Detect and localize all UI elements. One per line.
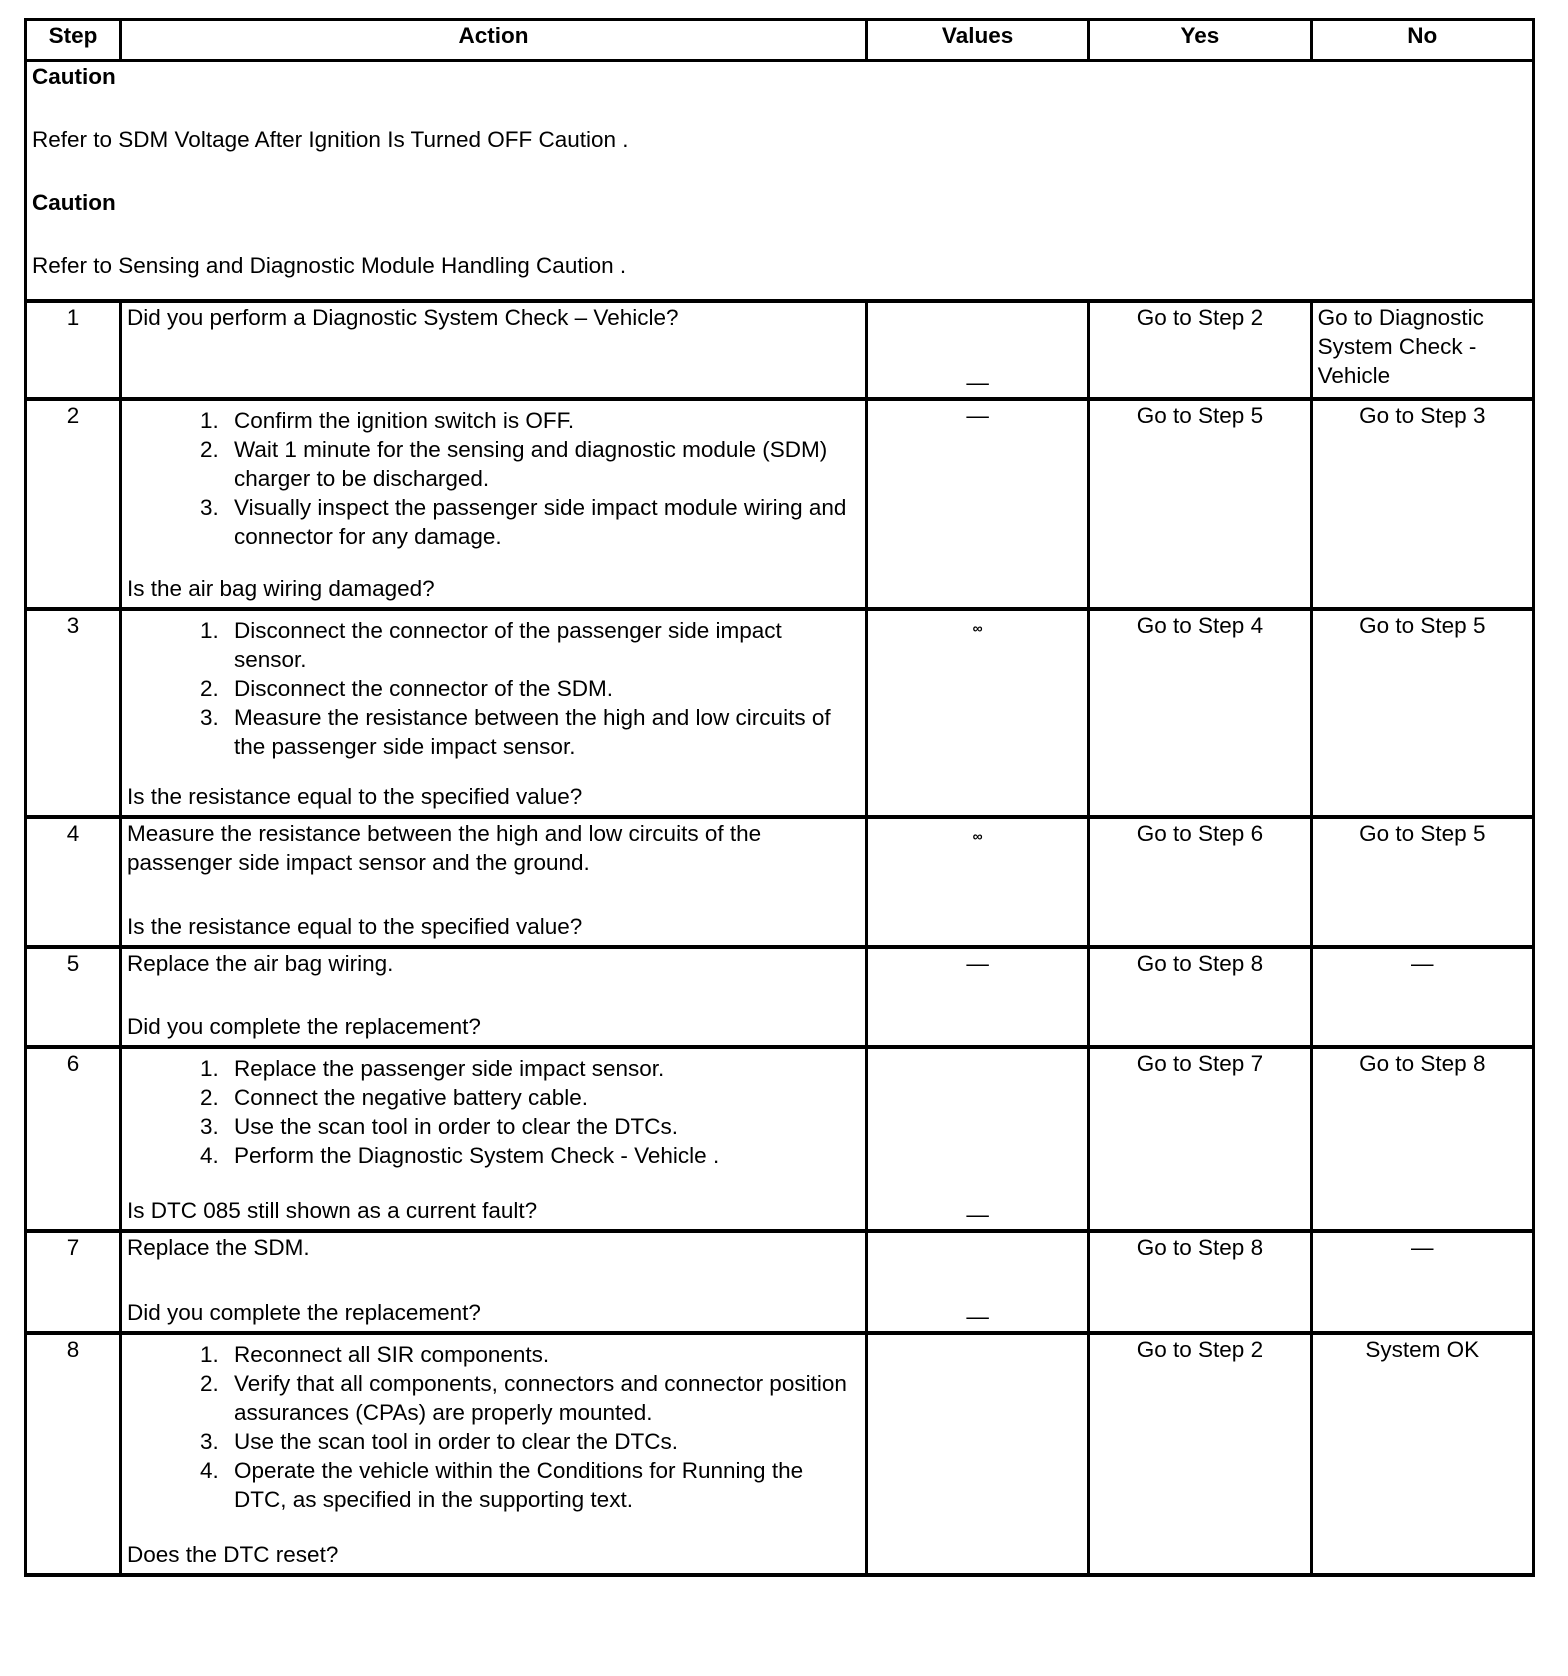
diagnostic-table	[24, 18, 1535, 1577]
yes-cell: Go to Step 2	[1089, 301, 1311, 399]
action-text: Replace the air bag wiring.	[127, 950, 394, 976]
value-cell	[866, 1231, 1088, 1333]
action-question: Does the DTC reset?	[127, 1541, 339, 1567]
action-cell	[121, 947, 867, 1047]
no-cell: —	[1311, 1231, 1533, 1333]
action-step-item: 4. Perform the Diagnostic System Check - Vehicle .	[225, 1141, 860, 1170]
step-number: 5	[26, 947, 121, 1047]
action-step-item: 3. Use the scan tool in order to clear the DTCs.	[225, 1112, 860, 1141]
action-cell	[121, 609, 867, 817]
action-question: Did you complete the replacement?	[127, 1013, 481, 1039]
step-number: 2	[26, 399, 121, 609]
yes-cell: Go to Step 2	[1089, 1333, 1311, 1575]
action-step-item: 3. Measure the resistance between the high and low circuits of the passenger side impact sensor.	[225, 703, 860, 761]
value-cell	[866, 817, 1088, 947]
step-number: 8	[26, 1333, 121, 1575]
header-no: No	[1311, 20, 1533, 61]
no-cell: Go to Step 5	[1311, 817, 1533, 947]
value-text: ∞	[972, 619, 983, 636]
caution-cell	[26, 61, 1534, 301]
no-cell: Go to Step 5	[1311, 609, 1533, 817]
value-cell	[866, 301, 1088, 399]
value-text: —	[966, 402, 989, 428]
value-text: —	[966, 950, 989, 976]
header-row	[26, 20, 1534, 61]
action-cell	[121, 1047, 867, 1231]
header-action: Action	[121, 20, 867, 61]
step-number: 4	[26, 817, 121, 947]
action-text: Did you perform a Diagnostic System Check – Vehicle?	[127, 304, 679, 330]
action-steps-list	[127, 1054, 860, 1170]
no-cell: System OK	[1311, 1333, 1533, 1575]
action-step-item: 2. Connect the negative battery cable.	[225, 1083, 860, 1112]
action-step-item: 1. Reconnect all SIR components.	[225, 1340, 860, 1369]
no-cell: Go to Diagnostic System Check - Vehicle	[1311, 301, 1533, 399]
action-step-item: 1. Confirm the ignition switch is OFF.	[225, 406, 860, 435]
step-row	[26, 399, 1534, 609]
action-cell	[121, 817, 867, 947]
action-steps-list	[127, 406, 860, 551]
header-values: Values	[866, 20, 1088, 61]
step-number: 6	[26, 1047, 121, 1231]
action-steps-list	[127, 616, 860, 761]
value-text: —	[966, 1303, 989, 1329]
step-row	[26, 609, 1534, 817]
caution-title-1: Caution	[32, 64, 116, 89]
action-text: Replace the SDM.	[127, 1234, 310, 1260]
step-row	[26, 817, 1534, 947]
header-yes: Yes	[1089, 20, 1311, 61]
no-cell: Go to Step 8	[1311, 1047, 1533, 1231]
step-number: 3	[26, 609, 121, 817]
header-step: Step	[26, 20, 121, 61]
yes-cell: Go to Step 8	[1089, 1231, 1311, 1333]
caution-text-2: Refer to Sensing and Diagnostic Module Handling Caution .	[32, 253, 627, 278]
action-question: Is the air bag wiring damaged?	[127, 575, 435, 601]
value-text: —	[966, 369, 989, 395]
step-row	[26, 1047, 1534, 1231]
step-number: 1	[26, 301, 121, 399]
step-number: 7	[26, 1231, 121, 1333]
value-cell	[866, 609, 1088, 817]
step-row	[26, 947, 1534, 1047]
action-cell	[121, 1231, 867, 1333]
yes-cell: Go to Step 7	[1089, 1047, 1311, 1231]
caution-row	[26, 61, 1534, 301]
caution-text-1: Refer to SDM Voltage After Ignition Is Turned OFF Caution .	[32, 127, 629, 152]
value-cell	[866, 947, 1088, 1047]
action-question: Is DTC 085 still shown as a current fault?	[127, 1197, 538, 1223]
step-row	[26, 1333, 1534, 1575]
action-question: Is the resistance equal to the specified value?	[127, 913, 583, 939]
action-step-item: 3. Use the scan tool in order to clear the DTCs.	[225, 1427, 860, 1456]
value-text: ∞	[972, 827, 983, 844]
value-cell	[866, 1047, 1088, 1231]
action-cell	[121, 399, 867, 609]
action-text: Measure the resistance between the high and low circuits of the passenger side impact sensor and the ground.	[127, 820, 762, 875]
action-question: Did you complete the replacement?	[127, 1299, 481, 1325]
action-step-item: 1. Replace the passenger side impact sensor.	[225, 1054, 860, 1083]
action-step-item: 2. Wait 1 minute for the sensing and diagnostic module (SDM) charger to be discharged.	[225, 435, 860, 493]
value-text: —	[966, 1201, 989, 1227]
yes-cell: Go to Step 4	[1089, 609, 1311, 817]
action-steps-list	[127, 1340, 860, 1514]
value-cell	[866, 1333, 1088, 1575]
yes-cell: Go to Step 5	[1089, 399, 1311, 609]
action-question: Is the resistance equal to the specified value?	[127, 783, 583, 809]
yes-cell: Go to Step 8	[1089, 947, 1311, 1047]
action-step-item: 3. Visually inspect the passenger side impact module wiring and connector for any damage.	[225, 493, 860, 551]
action-step-item: 2. Verify that all components, connectors and connector position assurances (CPAs) are properly mounted.	[225, 1369, 860, 1427]
step-row	[26, 1231, 1534, 1333]
caution-title-2: Caution	[32, 190, 116, 215]
action-cell	[121, 301, 867, 399]
action-step-item: 4. Operate the vehicle within the Conditions for Running the DTC, as specified in the supporting text.	[225, 1456, 860, 1514]
action-step-item: 1. Disconnect the connector of the passenger side impact sensor.	[225, 616, 860, 674]
no-cell: Go to Step 3	[1311, 399, 1533, 609]
action-cell	[121, 1333, 867, 1575]
yes-cell: Go to Step 6	[1089, 817, 1311, 947]
action-step-item: 2. Disconnect the connector of the SDM.	[225, 674, 860, 703]
value-cell	[866, 399, 1088, 609]
no-cell: —	[1311, 947, 1533, 1047]
step-row	[26, 301, 1534, 399]
